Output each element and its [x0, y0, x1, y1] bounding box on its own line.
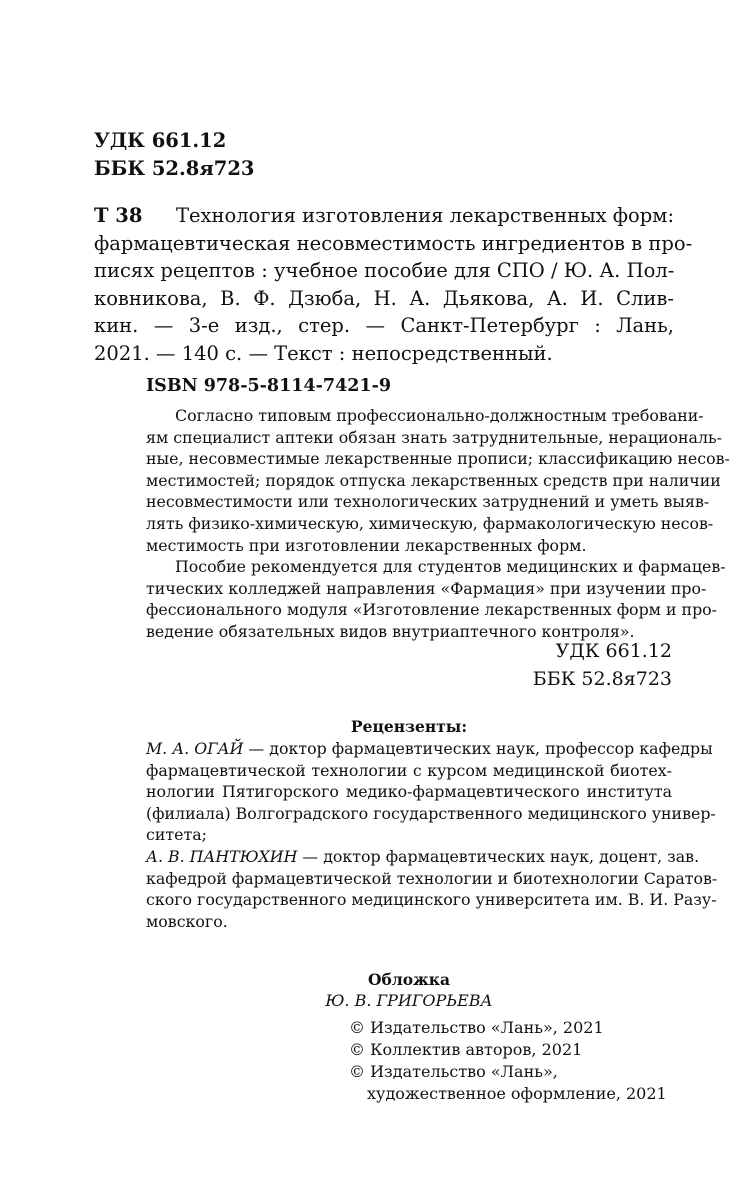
abstract-line: тических колледжей направления «Фармация» при изучении про- — [146, 578, 707, 598]
biblio-line: фармацевтическая несовместимость ингредиентов в про- — [94, 231, 693, 255]
reviewer-text: — доктор фармацевтических наук, профессор кафедры — [243, 739, 713, 758]
abstract — [146, 405, 730, 643]
bbk-code: ББК 52.8я723 — [94, 157, 255, 180]
reviewer-line: фармацевтической технологии с курсом медицинской биотех- — [146, 760, 672, 780]
copyright-line: художественное оформление, 2021 — [367, 1084, 667, 1103]
reviewers — [146, 738, 718, 932]
copyright-line: © Коллектив авторов, 2021 — [349, 1040, 583, 1059]
abstract-line: фессионального модуля «Изготовление лекарственных форм и про- — [146, 600, 718, 620]
reviewer-entry — [146, 738, 713, 760]
reviewer-line: нологии Пятигорского медико-фармацевтического института — [146, 782, 672, 802]
biblio-line: Технология изготовления лекарственных форм: — [176, 204, 675, 227]
reviewer-line: мовского. — [146, 911, 228, 931]
cover-heading: Обложка — [368, 970, 450, 989]
abstract-line: ные, несовместимые лекарственные прописи; классификацию несов- — [146, 449, 730, 469]
biblio-line: писях рецептов : учебное пособие для СПО / Ю. А. Пол- — [94, 259, 675, 282]
reviewer-line: ситета; — [146, 825, 207, 845]
isbn: ISBN 978-5-8114-7421-9 — [146, 376, 392, 396]
abstract-line: ведение обязательных видов внутриаптечного контроля». — [146, 621, 635, 641]
biblio-line: кин. — 3-е изд., стер. — Санкт-Петербург : Лань, — [94, 314, 674, 337]
udk-bbk-top — [94, 127, 254, 183]
biblio-line: 2021. — 140 с. — Текст : непосредственный. — [94, 341, 553, 365]
bbk-code: ББК 52.8я723 — [532, 668, 672, 690]
abstract-line: ям специалист аптеки обязан знать затруднительные, нерациональ- — [146, 427, 722, 447]
cover-designer: Ю. В. ГРИГОРЬЕВА — [325, 991, 493, 1010]
abstract-line: местимость при изготовлении лекарственных форм. — [146, 535, 587, 555]
copyright-line: © Издательство «Лань», 2021 — [349, 1018, 604, 1037]
reviewer-line: ского государственного медицинского университета им. В. И. Разу- — [146, 890, 717, 910]
reviewers-heading: Рецензенты: — [350, 717, 468, 736]
udk-code: УДК 661.12 — [555, 640, 672, 662]
reviewer-line: кафедрой фармацевтической технологии и биотехнологии Саратов- — [146, 868, 718, 888]
abstract-line: местимостей; порядок отпуска лекарственных средств при наличии — [146, 470, 721, 490]
copyright-line: © Издательство «Лань», — [349, 1062, 558, 1081]
bibliographic-description — [94, 202, 693, 367]
reviewer-text: — доктор фармацевтических наук, доцент, зав. — [297, 846, 700, 866]
reviewer-name: М. А. ОГАЙ — [146, 739, 244, 758]
biblio-line: ковникова, В. Ф. Дзюба, Н. А. Дьякова, А. И. Слив- — [94, 286, 674, 310]
abstract-line: несовместимости или технологических затруднений и уметь выяв- — [146, 492, 710, 512]
abstract-line: Пособие рекомендуется для студентов медицинских и фармацев- — [175, 557, 726, 577]
copyright-notices — [349, 1017, 667, 1105]
udk-bbk-right — [446, 637, 672, 693]
abstract-line: Согласно типовым профессионально-должностным требовани- — [175, 406, 704, 425]
reviewer-name: А. В. ПАНТЮХИН — [146, 846, 298, 866]
udk-code: УДК 661.12 — [94, 129, 227, 152]
abstract-line: лять физико-химическую, химическую, фармакологическую несов- — [146, 513, 714, 533]
author-mark: Т 38 — [94, 204, 143, 227]
reviewer-line: (филиала) Волгоградского государственного медицинского универ- — [146, 803, 716, 823]
reviewer-entry — [146, 846, 700, 868]
